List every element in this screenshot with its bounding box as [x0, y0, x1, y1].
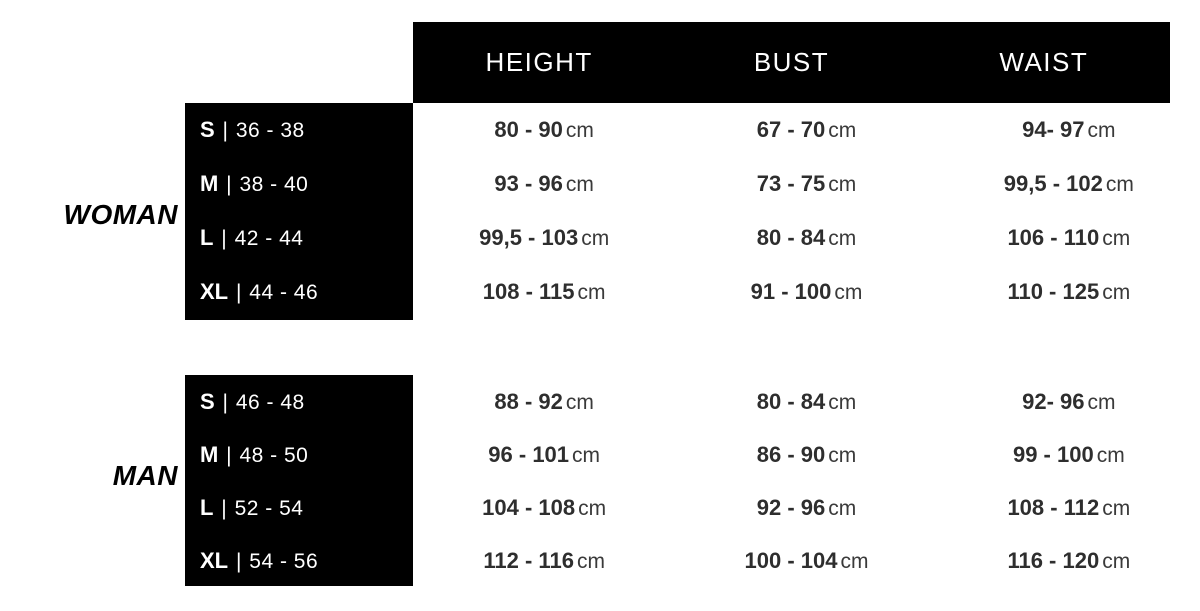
measure-value: 88 - 92	[494, 388, 563, 414]
measure-value: 67 - 70	[756, 117, 826, 142]
size-separator: |	[235, 281, 242, 304]
measure-unit: cm	[1087, 119, 1116, 142]
measure-waist	[938, 442, 1200, 468]
table-row	[0, 481, 1200, 534]
size-cell	[0, 442, 413, 468]
measure-value: 110 - 125	[1007, 279, 1100, 304]
group-label-woman: WOMAN	[63, 199, 178, 230]
measure-height	[413, 548, 675, 574]
table-row	[0, 157, 1200, 211]
measure-value: 92 - 96	[756, 494, 826, 520]
measure-value: 93 - 96	[494, 171, 563, 196]
size-eu: 46 - 48	[235, 390, 305, 414]
measure-unit: cm	[828, 496, 857, 520]
measure-value: 112 - 116	[483, 547, 574, 573]
measure-unit: cm	[565, 119, 594, 142]
table-row	[0, 265, 1200, 319]
measure-cells	[413, 117, 1200, 143]
measure-waist	[938, 117, 1200, 143]
measure-cells	[413, 279, 1200, 305]
measure-waist	[938, 548, 1200, 574]
size-cell	[0, 279, 413, 305]
measure-value: 99 - 100	[1012, 441, 1094, 467]
size-separator: |	[222, 390, 228, 414]
table-row	[0, 103, 1200, 157]
measure-value: 73 - 75	[756, 171, 826, 196]
measure-bust	[675, 495, 937, 521]
measure-value: 96 - 101	[488, 441, 570, 467]
size-separator: |	[226, 173, 232, 196]
group-label-man: MAN	[112, 460, 178, 491]
measure-value: 94- 97	[1022, 117, 1085, 142]
size-label: L	[200, 494, 214, 520]
measure-value: 108 - 112	[1007, 494, 1100, 520]
size-label: XL	[200, 547, 229, 573]
column-header-bust: BUST	[753, 47, 830, 77]
size-label: XL	[200, 279, 229, 304]
size-label: S	[200, 388, 215, 414]
size-label: M	[200, 171, 219, 196]
size-eu: 36 - 38	[235, 119, 305, 142]
size-eu: 44 - 46	[249, 281, 319, 304]
measure-unit: cm	[828, 390, 857, 414]
measure-unit: cm	[1102, 227, 1131, 250]
measure-bust	[675, 225, 937, 251]
measure-unit: cm	[840, 549, 869, 573]
size-eu: 54 - 56	[249, 549, 319, 573]
table-row	[0, 428, 1200, 481]
size-label: S	[200, 117, 215, 142]
measure-waist	[938, 389, 1200, 415]
measure-bust	[675, 171, 937, 197]
measure-value: 91 - 100	[750, 279, 832, 304]
size-label: L	[200, 225, 214, 250]
measure-cells	[413, 225, 1200, 251]
measure-unit: cm	[1087, 390, 1116, 414]
measure-height	[413, 225, 675, 251]
measure-cells	[413, 389, 1200, 415]
measure-value: 92- 96	[1022, 388, 1085, 414]
size-cell	[0, 495, 413, 521]
measure-unit: cm	[565, 173, 594, 196]
measure-cells	[413, 495, 1200, 521]
measure-bust	[675, 389, 937, 415]
size-eu: 48 - 50	[239, 443, 309, 467]
measure-unit: cm	[1105, 173, 1134, 196]
group-woman	[0, 103, 1200, 319]
measure-value: 106 - 110	[1007, 225, 1100, 250]
size-separator: |	[226, 443, 232, 467]
measure-height	[413, 117, 675, 143]
measure-unit: cm	[572, 443, 601, 467]
measure-unit: cm	[828, 227, 857, 250]
measure-height	[413, 279, 675, 305]
table-header-row	[413, 22, 1170, 103]
measure-unit: cm	[1096, 443, 1125, 467]
table-row	[0, 534, 1200, 587]
column-header-waist: WAIST	[999, 47, 1089, 77]
measure-bust	[675, 442, 937, 468]
size-separator: |	[221, 496, 227, 520]
size-separator: |	[235, 549, 242, 573]
measure-cells	[413, 548, 1200, 574]
size-cell	[0, 171, 413, 197]
measure-value: 116 - 120	[1007, 547, 1100, 573]
measure-bust	[675, 117, 937, 143]
measure-bust	[675, 279, 937, 305]
measure-value: 100 - 104	[744, 547, 838, 573]
measure-unit: cm	[578, 496, 607, 520]
table-row	[0, 375, 1200, 428]
measure-height	[413, 389, 675, 415]
measure-waist	[938, 225, 1200, 251]
measure-value: 80 - 84	[756, 388, 826, 414]
measure-waist	[938, 495, 1200, 521]
size-cell	[0, 548, 413, 574]
size-eu: 42 - 44	[234, 227, 304, 250]
size-eu: 52 - 54	[234, 496, 304, 520]
measure-height	[413, 171, 675, 197]
measure-value: 108 - 115	[482, 279, 575, 304]
measure-unit: cm	[828, 443, 857, 467]
measure-unit: cm	[577, 281, 606, 304]
measure-height	[413, 442, 675, 468]
measure-height	[413, 495, 675, 521]
column-header-height: HEIGHT	[485, 47, 593, 77]
size-cell	[0, 117, 413, 143]
measure-value: 99,5 - 103	[479, 225, 579, 250]
measure-value: 80 - 90	[494, 117, 563, 142]
size-separator: |	[222, 119, 228, 142]
group-man	[0, 375, 1200, 587]
size-eu: 38 - 40	[239, 173, 309, 196]
measure-waist	[938, 279, 1200, 305]
measure-value: 104 - 108	[482, 494, 576, 520]
size-label: M	[200, 441, 219, 467]
size-cell	[0, 225, 413, 251]
measure-unit: cm	[828, 173, 857, 196]
measure-cells	[413, 442, 1200, 468]
measure-unit: cm	[834, 281, 863, 304]
size-separator: |	[221, 227, 227, 250]
size-cell	[0, 389, 413, 415]
measure-unit: cm	[1102, 496, 1131, 520]
measure-value: 99,5 - 102	[1003, 171, 1103, 196]
measure-unit: cm	[828, 119, 857, 142]
measure-waist	[938, 171, 1200, 197]
measure-bust	[675, 548, 937, 574]
measure-value: 86 - 90	[756, 441, 826, 467]
measure-unit: cm	[581, 227, 610, 250]
measure-unit: cm	[1102, 281, 1131, 304]
measure-value: 80 - 84	[756, 225, 826, 250]
measure-unit: cm	[576, 549, 605, 573]
table-row	[0, 211, 1200, 265]
measure-unit: cm	[565, 390, 594, 414]
measure-cells	[413, 171, 1200, 197]
measure-unit: cm	[1102, 549, 1131, 573]
